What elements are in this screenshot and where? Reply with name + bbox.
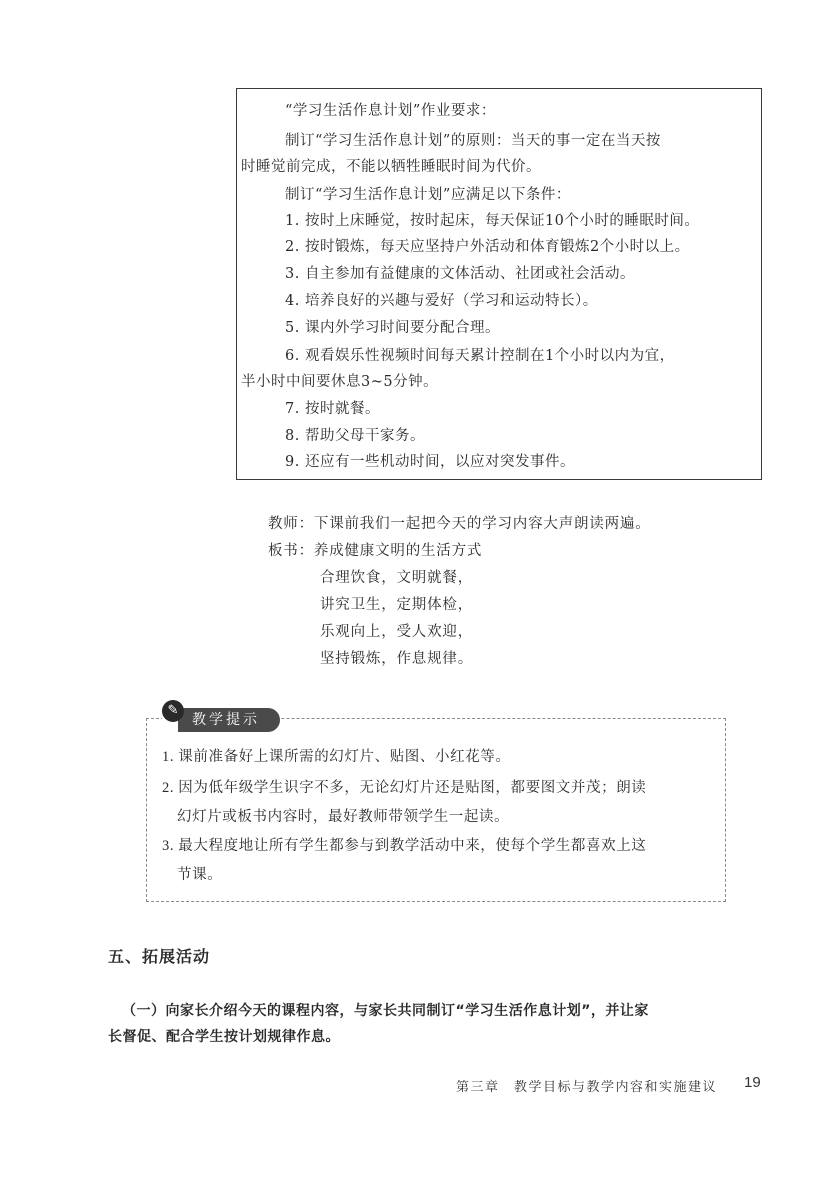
activity-paragraph-line-2: 长督促、配合学生按计划规律作息。 bbox=[108, 1029, 340, 1045]
tip-item: 3. 最大程度地让所有学生都参与到教学活动中来，使每个学生都喜欢上这 bbox=[162, 838, 647, 854]
list-item: 5. 课内外学习时间要分配合理。 bbox=[285, 320, 500, 336]
homework-requirements-box bbox=[236, 88, 762, 480]
list-item-continuation: 半小时中间要休息3~5分钟。 bbox=[241, 374, 439, 390]
box-title: “学习生活作息计划”作业要求： bbox=[285, 103, 496, 119]
footer-chapter-title: 第三章 教学目标与教学内容和实施建议 bbox=[456, 1080, 718, 1095]
board-line: 讲究卫生，定期体检， bbox=[320, 597, 473, 613]
page-number: 19 bbox=[744, 1074, 761, 1091]
list-item: 8. 帮助父母干家务。 bbox=[285, 428, 425, 444]
list-item: 1. 按时上床睡觉，按时起床，每天保证10个小时的睡眠时间。 bbox=[285, 213, 700, 229]
section-heading: 五、拓展活动 bbox=[108, 947, 211, 966]
tip-item-continuation: 幻灯片或板书内容时，最好教师带领学生一起读。 bbox=[177, 809, 510, 825]
tip-item: 1. 课前准备好上课所需的幻灯片、贴图、小红花等。 bbox=[162, 749, 511, 765]
teaching-tips-title: 教学提示 bbox=[178, 708, 280, 732]
activity-paragraph-line-1: （一）向家长介绍今天的课程内容，与家长共同制订“学习生活作息计划”，并让家 bbox=[122, 1003, 649, 1019]
board-line: 坚持锻炼，作息规律。 bbox=[320, 651, 473, 667]
board-line: 乐观向上，受人欢迎， bbox=[320, 624, 473, 640]
list-item: 9. 还应有一些机动时间，以应对突发事件。 bbox=[285, 454, 575, 470]
board-label: 板书：养成健康文明的生活方式 bbox=[268, 543, 483, 559]
teacher-speech: 教师：下课前我们一起把今天的学习内容大声朗读两遍。 bbox=[268, 516, 651, 532]
list-item: 6. 观看娱乐性视频时间每天累计控制在1个小时以内为宜， bbox=[285, 348, 675, 364]
conditions-intro: 制订“学习生活作息计划”应满足以下条件： bbox=[285, 187, 571, 203]
tip-item-continuation: 节课。 bbox=[177, 867, 223, 883]
principle-line-2: 时睡觉前完成，不能以牺牲睡眠时间为代价。 bbox=[241, 159, 541, 175]
board-line: 合理饮食，文明就餐， bbox=[320, 570, 473, 586]
principle-line-1: 制订“学习生活作息计划”的原则：当天的事一定在当天按 bbox=[285, 133, 661, 149]
list-item: 2. 按时锻炼，每天应坚持户外活动和体育锻炼2个小时以上。 bbox=[285, 239, 690, 255]
list-item: 3. 自主参加有益健康的文体活动、社团或社会活动。 bbox=[285, 266, 635, 282]
pencil-icon: ✎ bbox=[162, 700, 184, 722]
list-item: 7. 按时就餐。 bbox=[285, 401, 380, 417]
list-item: 4. 培养良好的兴趣与爱好（学习和运动特长）。 bbox=[285, 293, 598, 309]
tip-item: 2. 因为低年级学生识字不多，无论幻灯片还是贴图，都要图文并茂；朗读 bbox=[162, 780, 647, 796]
